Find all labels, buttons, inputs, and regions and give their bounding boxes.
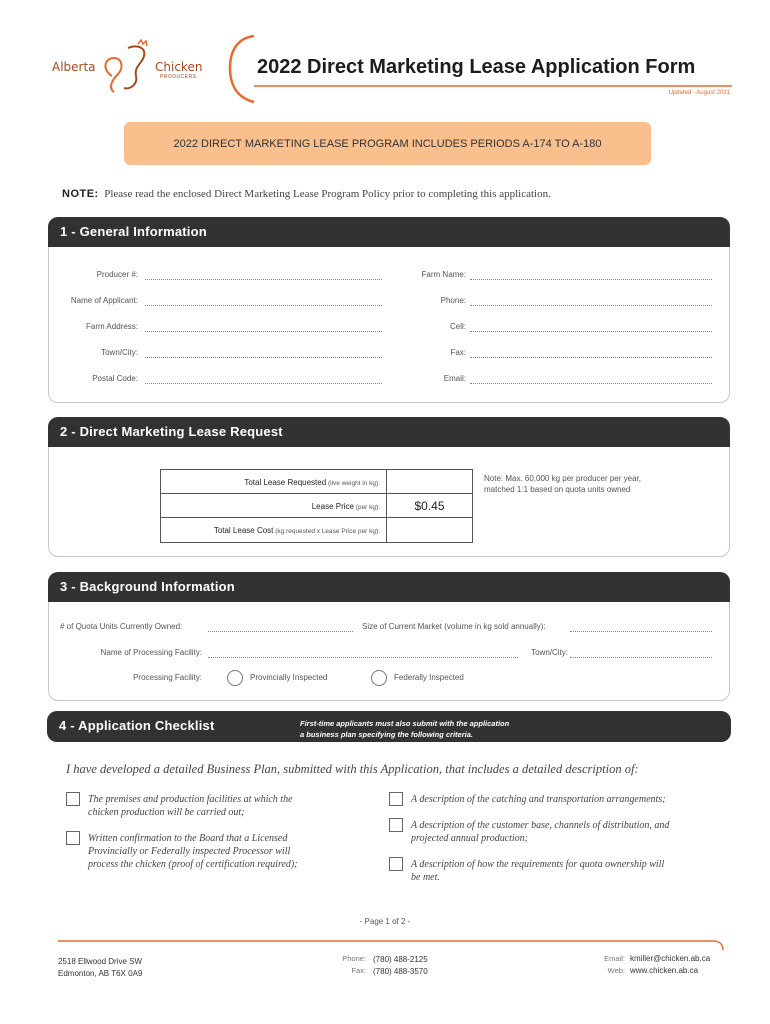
general-label-right-3: Fax: [450, 348, 466, 357]
footer-web-link[interactable]: www.chicken.ab.ca [630, 966, 699, 975]
logo-text-producers: PRODUCERS [160, 74, 197, 80]
checkbox-catching-transport[interactable] [389, 792, 403, 806]
lease-row-total-cost: Total Lease Cost (kg requested x Lease Price per kg): [161, 518, 472, 542]
page-title: 2022 Direct Marketing Lease Application Form [257, 56, 696, 78]
checkbox-processor-confirmation[interactable] [66, 831, 80, 845]
total-lease-requested-label: Total Lease Requested [244, 478, 327, 487]
general-input-right-1[interactable] [470, 305, 712, 306]
option-provincially-inspected: Provincially Inspected [250, 673, 328, 682]
page-number: - Page 1 of 2 - [359, 917, 411, 926]
general-label-right-2: Cell: [449, 322, 466, 331]
general-input-left-2[interactable] [145, 331, 382, 332]
general-input-right-3[interactable] [470, 357, 712, 358]
general-input-left-4[interactable] [145, 383, 382, 384]
checklist-item-quota: A description of how the requirements for quota ownership will be met. [411, 859, 665, 883]
general-label-right-0: Farm Name: [421, 270, 466, 279]
footer-contact-labels: Email: Web: [604, 954, 625, 975]
lease-row-price: Lease Price (per kg): $0.45 [161, 494, 472, 518]
radio-federally-inspected[interactable] [371, 670, 387, 686]
facility-town-input[interactable] [570, 657, 712, 658]
general-label-left-2: Farm Address: [85, 322, 138, 331]
updated-date: Updated - August 2021 [668, 90, 730, 96]
footer-accent-line [58, 940, 725, 952]
checklist-item-customer-base: A description of the customer base, channels of distribution, and projected annual production; [411, 820, 670, 844]
note-text: Please read the enclosed Direct Marketing Lease Program Policy prior to completing this application. [104, 188, 551, 200]
footer-phone-values [373, 954, 428, 978]
section-general-information [48, 217, 730, 403]
processing-facility-label: Processing Facility: [133, 673, 202, 682]
general-label-right-4: Email: [443, 374, 466, 383]
quota-units-label: # of Quota Units Currently Owned: [60, 622, 183, 631]
facility-name-input[interactable] [208, 657, 518, 658]
policy-note [62, 188, 551, 200]
checkbox-quota-requirements[interactable] [389, 857, 403, 871]
footer-address: 2518 Ellwood Drive SW Edmonton, AB T6X 0A9 [58, 957, 143, 978]
total-lease-cost-label: Total Lease Cost [213, 526, 274, 535]
radio-provincially-inspected[interactable] [227, 670, 243, 686]
general-label-left-4: Postal Code: [92, 374, 138, 383]
general-label-right-1: Phone: [440, 296, 466, 305]
section-3-header: 3 - Background Information [48, 572, 730, 602]
lease-table [160, 469, 473, 543]
section-1-header: 1 - General Information [48, 217, 730, 247]
note-label: NOTE: [62, 188, 99, 200]
checklist-item-processor: Written confirmation to the Board that a Licensed Provincially or Federally inspected Processor will process the chicken (proof of certification required); [88, 833, 298, 870]
checklist-item-transport: A description of the catching and transportation arrangements; [411, 794, 666, 805]
general-input-right-2[interactable] [470, 331, 712, 332]
section-4-header: 4 - Application Checklist [47, 711, 731, 742]
general-input-right-0[interactable] [470, 279, 712, 280]
general-label-left-1: Name of Applicant: [70, 296, 138, 305]
checklist-intro: I have developed a detailed Business Plan, submitted with this Application, that includes a detailed description of: [66, 762, 639, 776]
lease-price-value: $0.45 [414, 499, 445, 513]
program-banner: 2022 DIRECT MARKETING LEASE PROGRAM INCLUDES PERIODS A-174 TO A-180 [124, 122, 651, 165]
general-label-left-3: Town/City: [101, 348, 138, 357]
general-input-left-1[interactable] [145, 305, 382, 306]
checklist-item-premises: The premises and production facilities at which the chicken production will be carried out; [88, 794, 293, 818]
option-federally-inspected: Federally Inspected [394, 673, 464, 682]
general-input-left-3[interactable] [145, 357, 382, 358]
footer-phone-labels: Phone: Fax: [342, 954, 366, 975]
footer-phone: (780) 488-2125 [373, 955, 428, 964]
footer-fax: (780) 488-3570 [373, 967, 428, 976]
facility-name-label: Name of Processing Facility: [100, 648, 202, 657]
total-lease-cost-input[interactable] [387, 518, 472, 542]
logo-text-chicken: Chicken [155, 60, 203, 74]
general-input-right-4[interactable] [470, 383, 712, 384]
market-size-label: Size of Current Market (volume in kg sold annually): [362, 622, 546, 631]
total-lease-requested-input[interactable] [387, 470, 472, 493]
general-label-left-0: Producer #: [96, 270, 138, 279]
quota-units-input[interactable] [208, 631, 353, 632]
lease-max-note: Note: Max. 60,000 kg per producer per year, matched 1:1 based on quota units owned [484, 474, 641, 494]
market-size-input[interactable] [570, 631, 712, 632]
checkbox-customer-base[interactable] [389, 818, 403, 832]
logo-text-alberta: Alberta [52, 60, 96, 74]
lease-price-label: Lease Price [311, 502, 354, 511]
facility-town-label: Town/City: [531, 648, 568, 657]
checklist-note: First-time applicants must also submit with the application a business plan specifying the following criteria. [300, 719, 510, 739]
lease-row-total-requested: Total Lease Requested (live weight in kg): [161, 470, 472, 494]
section-2-header: 2 - Direct Marketing Lease Request [48, 417, 730, 447]
footer-email-link[interactable]: kmiller@chicken.ab.ca [630, 954, 711, 963]
footer-contact-values [630, 953, 710, 977]
general-input-left-0[interactable] [145, 279, 382, 280]
checkbox-premises[interactable] [66, 792, 80, 806]
